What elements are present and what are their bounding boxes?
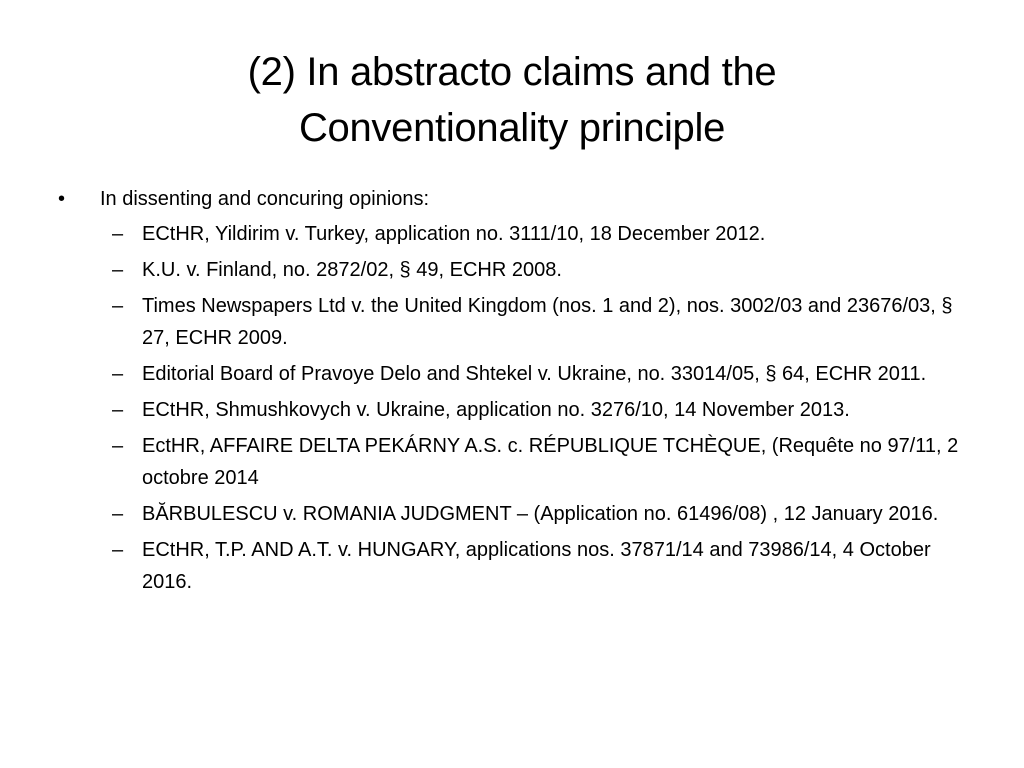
slide-title — [60, 44, 964, 156]
bullet-item — [58, 184, 978, 214]
slide-body — [58, 184, 978, 602]
slide-title-line-2: Conventionality principle — [298, 106, 726, 150]
case-item — [112, 358, 978, 390]
dash-marker: – — [112, 503, 124, 525]
case-text: Editorial Board of Pravoye Delo and Shtekel v. Ukraine, no. 33014/05, § 64, ECHR 2011. — [142, 363, 927, 385]
case-text: ECtHR, Shmushkovych v. Ukraine, application no. 3276/10, 14 November 2013. — [142, 399, 850, 421]
case-item — [112, 218, 978, 250]
dash-marker: – — [112, 539, 124, 561]
bullet-marker: • — [58, 188, 66, 210]
dash-marker: – — [112, 363, 124, 385]
case-item — [112, 394, 978, 426]
case-text: K.U. v. Finland, no. 2872/02, § 49, ECHR 2008. — [142, 259, 562, 281]
case-item — [112, 498, 978, 530]
case-item — [112, 290, 978, 354]
case-text: EctHR, AFFAIRE DELTA PEKÁRNY A.S. c. RÉPUBLIQUE TCHÈQUE, (Requête no 97/11, 2 octobre 2014 — [142, 435, 959, 489]
dash-marker: – — [112, 223, 124, 245]
dash-marker: – — [112, 399, 124, 421]
slide-title-line-1: (2) In abstracto claims and the — [247, 50, 777, 94]
case-list — [58, 218, 978, 598]
case-item — [112, 430, 978, 494]
case-text: ECtHR, Yildirim v. Turkey, application no. 3111/10, 18 December 2012. — [142, 223, 766, 245]
dash-marker: – — [112, 435, 124, 457]
dash-marker: – — [112, 259, 124, 281]
bullet-text: In dissenting and concuring opinions: — [100, 188, 430, 210]
dash-marker: – — [112, 295, 124, 317]
case-text: Times Newspapers Ltd v. the United Kingdom (nos. 1 and 2), nos. 3002/03 and 23676/03, § 27, ECHR 2009. — [142, 295, 953, 349]
case-text: ECtHR, T.P. AND A.T. v. HUNGARY, applications nos. 37871/14 and 73986/14, 4 October 2016. — [142, 539, 931, 593]
case-item — [112, 534, 978, 598]
case-item — [112, 254, 978, 286]
case-text: BĂRBULESCU v. ROMANIA JUDGMENT – (Application no. 61496/08) , 12 January 2016. — [142, 503, 939, 525]
